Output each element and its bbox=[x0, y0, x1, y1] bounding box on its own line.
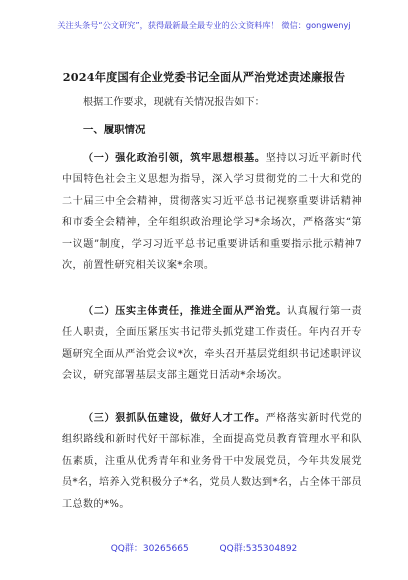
paragraph-3-text: 严格落实新时代党的组织路线和新时代好干部标准，全面提高党员教育管理水平和队伍素质，注重从优秀青年和业务骨干中发展党员，今年共发展党员*名，培养入党积极分子*名，党员人数达到*名，占全体干部员工总数的*%。 bbox=[62, 413, 362, 510]
paragraph-2 bbox=[62, 301, 362, 387]
paragraph-3-lead: （三）狠抓队伍建设，做好人才工作。 bbox=[83, 413, 266, 424]
paragraph-1 bbox=[62, 148, 362, 276]
paragraph-2-lead: （二）压实主体责任，推进全面从严治党。 bbox=[83, 306, 288, 317]
intro-paragraph: 根据工作要求，现就有关情况报告如下： bbox=[83, 97, 265, 108]
paragraph-1-lead: （一）强化政治引领，筑牢思想根基。 bbox=[83, 153, 266, 164]
footer-qq-group-2: QQ群:535304892 bbox=[219, 544, 298, 554]
header-banner: 关注头条号“公文研究”，获得最新最全最专业的公文资料库！ 微信：gongwenyj bbox=[57, 20, 351, 30]
paragraph-1-text: 坚持以习近平新时代中国特色社会主义思想为指导，深入学习贯彻党的二十大和党的二十届三中全会精神，贯彻落实习近平总书记视察重要讲话精神和市委全会精神，全年组织政治理论学习*余场次，严格落实“第一议题”制度，学习习近平总书记重要讲话和重要指示批示精神7次，前置性研究相关议案*余项。 bbox=[62, 153, 362, 272]
section-heading: 一、履职情况 bbox=[83, 124, 146, 136]
document-title: 2024年度国有企业党委书记全面从严治党述责述廉报告 bbox=[62, 70, 346, 84]
paragraph-2-text: 认真履行第一责任人职责，全面压紧压实书记带头抓党建工作责任。年内召开专题研究全面从严治党会议*次，牵头召开基层党组织书记述职评议会议，研究部署基层支部主题党日活动*余场次。 bbox=[62, 306, 362, 382]
footer bbox=[0, 541, 408, 554]
paragraph-3 bbox=[62, 408, 362, 515]
footer-qq-group-1: QQ群：30265665 bbox=[110, 544, 189, 554]
